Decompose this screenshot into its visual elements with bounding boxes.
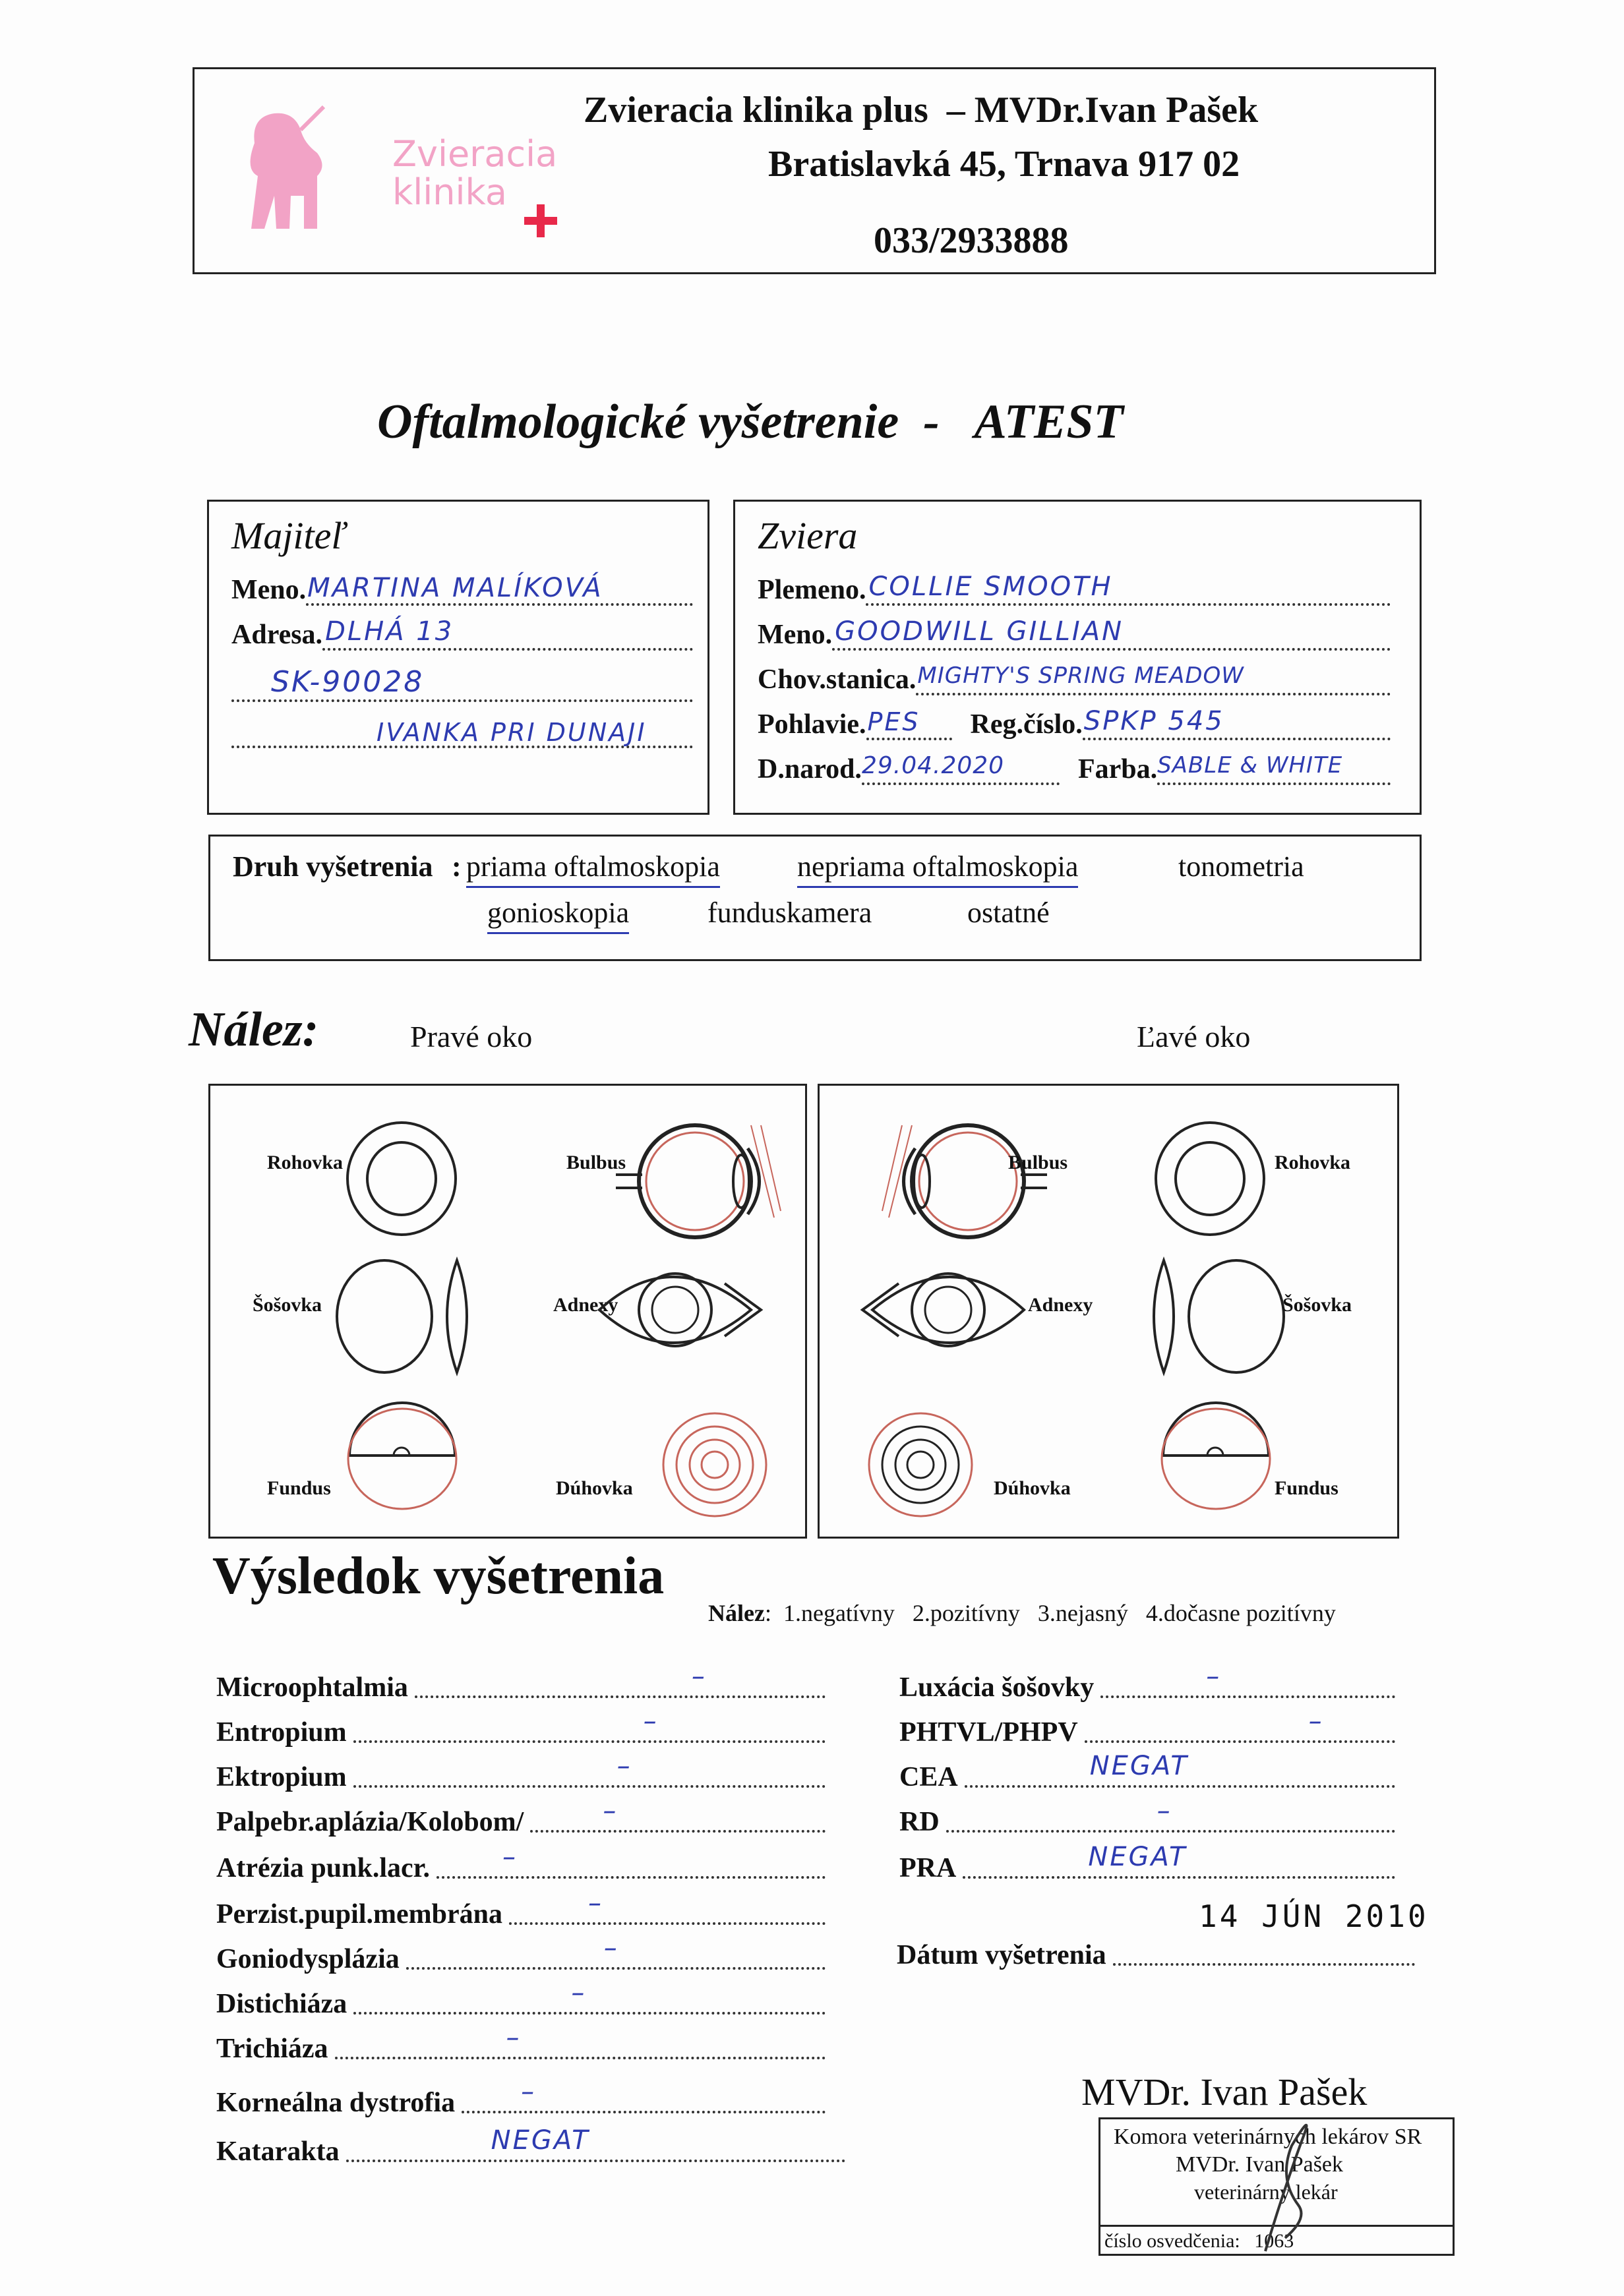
fundus-diagram-icon	[340, 1399, 465, 1512]
exam-type-colon: :	[452, 850, 462, 883]
left-8-value: –	[506, 2022, 522, 2053]
left-6-value: –	[603, 1933, 619, 1963]
eyeball-diagram-left-icon	[866, 1112, 1050, 1251]
exam-type-label: Druh vyšetrenia	[233, 850, 433, 883]
left-1-dots	[353, 1706, 826, 1743]
exam-ostatne: ostatné	[967, 897, 1050, 929]
left-1-row	[216, 1706, 829, 1748]
left-9-value: –	[521, 2076, 537, 2107]
iris-diagram-left-icon	[864, 1409, 977, 1521]
clinic-phone: 033/2933888	[874, 220, 1069, 261]
right-1-dots	[1085, 1706, 1395, 1743]
owner-name-label: Meno.	[231, 575, 307, 605]
left-2-label: Ektropium	[216, 1762, 347, 1792]
right-1-value: –	[1308, 1706, 1324, 1736]
left-label-fundus: Fundus	[1275, 1477, 1338, 1499]
left-3-label: Palpebr.aplázia/Kolobom/	[216, 1807, 524, 1837]
header-box	[193, 67, 1436, 274]
dog-logo-icon	[238, 103, 330, 235]
left-3-value: –	[603, 1796, 618, 1826]
right-label-rohovka: Rohovka	[267, 1152, 344, 1173]
right-4-value: NEGAT	[1088, 1842, 1188, 1872]
left-7-label: Distichiáza	[216, 1989, 347, 2019]
right-4-dots	[963, 1842, 1395, 1879]
breed-label: Plemeno.	[758, 575, 866, 605]
exam-gonioskopia: gonioskopia	[487, 896, 629, 934]
left-9-dots	[462, 2076, 826, 2113]
left-10-row	[216, 2125, 849, 2167]
right-3-label: RD	[899, 1807, 940, 1837]
birth-value: 29.04.2020	[861, 752, 1005, 779]
animal-heading: Zviera	[758, 514, 858, 557]
left-0-value: –	[691, 1661, 707, 1692]
left-6-dots	[406, 1933, 826, 1970]
color-label: Farba.	[1077, 754, 1158, 784]
red-cross-icon	[524, 204, 557, 237]
left-eye-label: Ľavé oko	[1137, 1020, 1251, 1053]
exam-type-box	[208, 835, 1422, 961]
left-6-label: Goniodysplázia	[216, 1944, 400, 1974]
iris-diagram-icon	[659, 1409, 771, 1521]
left-label-bulbus: Bulbus	[1008, 1152, 1068, 1173]
left-1-value: –	[643, 1706, 659, 1736]
clinic-name: Zvieracia klinika plus – MVDr.Ivan Pašek	[584, 90, 1259, 131]
left-7-row	[216, 1978, 829, 2020]
cornea-diagram-icon	[342, 1116, 461, 1241]
right-label-duhovka: Dúhovka	[556, 1477, 633, 1499]
left-0-label: Microophtalmia	[216, 1672, 408, 1703]
left-9-label: Korneálna dystrofia	[216, 2088, 456, 2118]
legend-label: Nález	[708, 1600, 765, 1626]
right-2-dots	[965, 1751, 1395, 1788]
lens-diagram-left-icon	[1137, 1251, 1289, 1382]
left-label-duhovka: Dúhovka	[994, 1477, 1071, 1499]
handwritten-signature-icon	[1246, 2106, 1325, 2258]
right-0-label: Luxácia šošovky	[899, 1672, 1095, 1703]
owner-address-line2: SK-90028	[271, 665, 425, 699]
exam-tonometria: tonometria	[1178, 850, 1304, 883]
left-label-sosovka: Šošovka	[1282, 1294, 1352, 1316]
breed-value: COLLIE SMOOTH	[868, 572, 1113, 602]
clinic-address: Bratislavká 45, Trnava 917 02	[768, 144, 1240, 185]
left-6-row	[216, 1933, 829, 1975]
right-3-dots	[946, 1796, 1395, 1833]
left-1-label: Entropium	[216, 1717, 347, 1748]
official-stamp	[1098, 2117, 1455, 2256]
left-5-row	[216, 1888, 829, 1930]
adnexa-diagram-left-icon	[859, 1257, 1031, 1376]
right-label-adnexy: Adnexy	[553, 1294, 618, 1316]
stamp-number-label: číslo osvedčenia:	[1104, 2230, 1240, 2252]
reg-label: Reg.číslo.	[970, 709, 1083, 740]
owner-box	[207, 500, 709, 815]
owner-address-line1: DLHÁ 13	[325, 616, 454, 647]
kennel-label: Chov.stanica.	[758, 664, 917, 695]
left-8-dots	[335, 2022, 826, 2059]
animal-name-label: Meno.	[758, 620, 833, 650]
kennel-value: MIGHTY'S SPRING MEADOW	[917, 662, 1244, 689]
left-0-row	[216, 1661, 829, 1703]
left-0-dots	[415, 1661, 826, 1698]
left-eye-panel	[818, 1084, 1399, 1539]
birth-label: D.narod.	[758, 754, 862, 784]
right-eye-panel	[208, 1084, 807, 1539]
logo-word-2: klinika	[392, 171, 507, 213]
left-8-label: Trichiáza	[216, 2034, 328, 2064]
logo-word-1: Zvieracia	[392, 133, 558, 175]
owner-address-label: Adresa.	[231, 620, 323, 650]
eyeball-diagram-icon	[613, 1112, 797, 1251]
right-3-row	[899, 1796, 1399, 1838]
owner-name-value: MARTINA MALÍKOVÁ	[307, 573, 603, 603]
date-stamp: 14 JÚN 2010	[1199, 1899, 1429, 1934]
date-label: Dátum vyšetrenia	[897, 1940, 1106, 1970]
left-9-row	[216, 2076, 829, 2119]
owner-heading: Majiteľ	[231, 514, 346, 557]
right-label-fundus: Fundus	[267, 1477, 331, 1499]
stamp-line3: veterinárny lekár	[1194, 2180, 1338, 2204]
right-2-label: CEA	[899, 1762, 958, 1792]
owner-address-line3: IVANKA PRI DUNAJI	[376, 718, 647, 747]
right-3-value: –	[1157, 1796, 1172, 1826]
right-1-label: PHTVL/PHPV	[899, 1717, 1078, 1748]
left-10-dots	[346, 2125, 845, 2162]
left-4-dots	[436, 1842, 826, 1879]
right-label-sosovka: Šošovka	[253, 1294, 322, 1316]
result-heading: Výsledok vyšetrenia	[212, 1547, 665, 1605]
animal-name-value: GOODWILL GILLIAN	[835, 616, 1124, 647]
reg-value: SPKP 545	[1083, 706, 1224, 736]
result-legend: : 1.negatívny 2.pozitívny 3.nejasný 4.dočasne pozitívny	[764, 1600, 1336, 1626]
date-dots	[1113, 1954, 1415, 1966]
right-label-bulbus: Bulbus	[566, 1152, 626, 1173]
sex-label: Pohlavie.	[758, 709, 866, 740]
left-10-label: Katarakta	[216, 2136, 340, 2167]
left-5-dots	[509, 1888, 826, 1925]
right-4-label: PRA	[899, 1853, 957, 1883]
left-7-dots	[353, 1978, 826, 2015]
findings-heading: Nález:	[189, 1003, 319, 1057]
left-2-dots	[353, 1751, 826, 1788]
animal-box	[733, 500, 1422, 815]
exam-funduskamera: funduskamera	[707, 897, 872, 929]
exam-priama: priama oftalmoskopia	[466, 850, 720, 888]
right-2-row	[899, 1751, 1399, 1793]
left-label-rohovka: Rohovka	[1275, 1152, 1351, 1173]
right-0-value: –	[1206, 1661, 1222, 1692]
right-eye-label: Pravé oko	[410, 1020, 533, 1053]
left-2-value: –	[617, 1751, 632, 1781]
left-2-row	[216, 1751, 829, 1793]
cornea-diagram-left-icon	[1151, 1116, 1269, 1241]
right-4-row	[899, 1842, 1399, 1884]
left-7-value: –	[571, 1978, 587, 2008]
left-4-label: Atrézia punk.lacr.	[216, 1853, 430, 1883]
right-2-value: NEGAT	[1089, 1751, 1189, 1781]
page-title: Oftalmologické vyšetrenie - ATEST	[377, 395, 1124, 449]
adnexa-diagram-icon	[593, 1257, 764, 1376]
left-3-dots	[530, 1796, 826, 1833]
left-4-value: –	[502, 1842, 518, 1872]
left-5-label: Perzist.pupil.membrána	[216, 1899, 502, 1929]
stamp-line2: MVDr. Ivan Pašek	[1176, 2152, 1344, 2177]
sex-value: PES	[867, 707, 920, 736]
right-0-row	[899, 1661, 1399, 1703]
left-3-row	[216, 1796, 829, 1838]
exam-nepriama: nepriama oftalmoskopia	[797, 850, 1078, 888]
signature-name: MVDr. Ivan Pašek	[1081, 2071, 1368, 2113]
left-10-value: NEGAT	[491, 2125, 590, 2156]
color-value: SABLE & WHITE	[1157, 752, 1343, 779]
left-4-row	[216, 1842, 829, 1884]
lens-diagram-icon	[332, 1251, 483, 1382]
stamp-number: 1063	[1254, 2230, 1294, 2252]
left-label-adnexy: Adnexy	[1028, 1294, 1093, 1316]
left-8-row	[216, 2022, 829, 2065]
right-1-row	[899, 1706, 1399, 1748]
fundus-diagram-left-icon	[1153, 1399, 1278, 1512]
stamp-line1: Komora veterinárnych lekárov SR	[1114, 2125, 1422, 2149]
right-0-dots	[1100, 1661, 1395, 1698]
left-5-value: –	[587, 1888, 603, 1918]
